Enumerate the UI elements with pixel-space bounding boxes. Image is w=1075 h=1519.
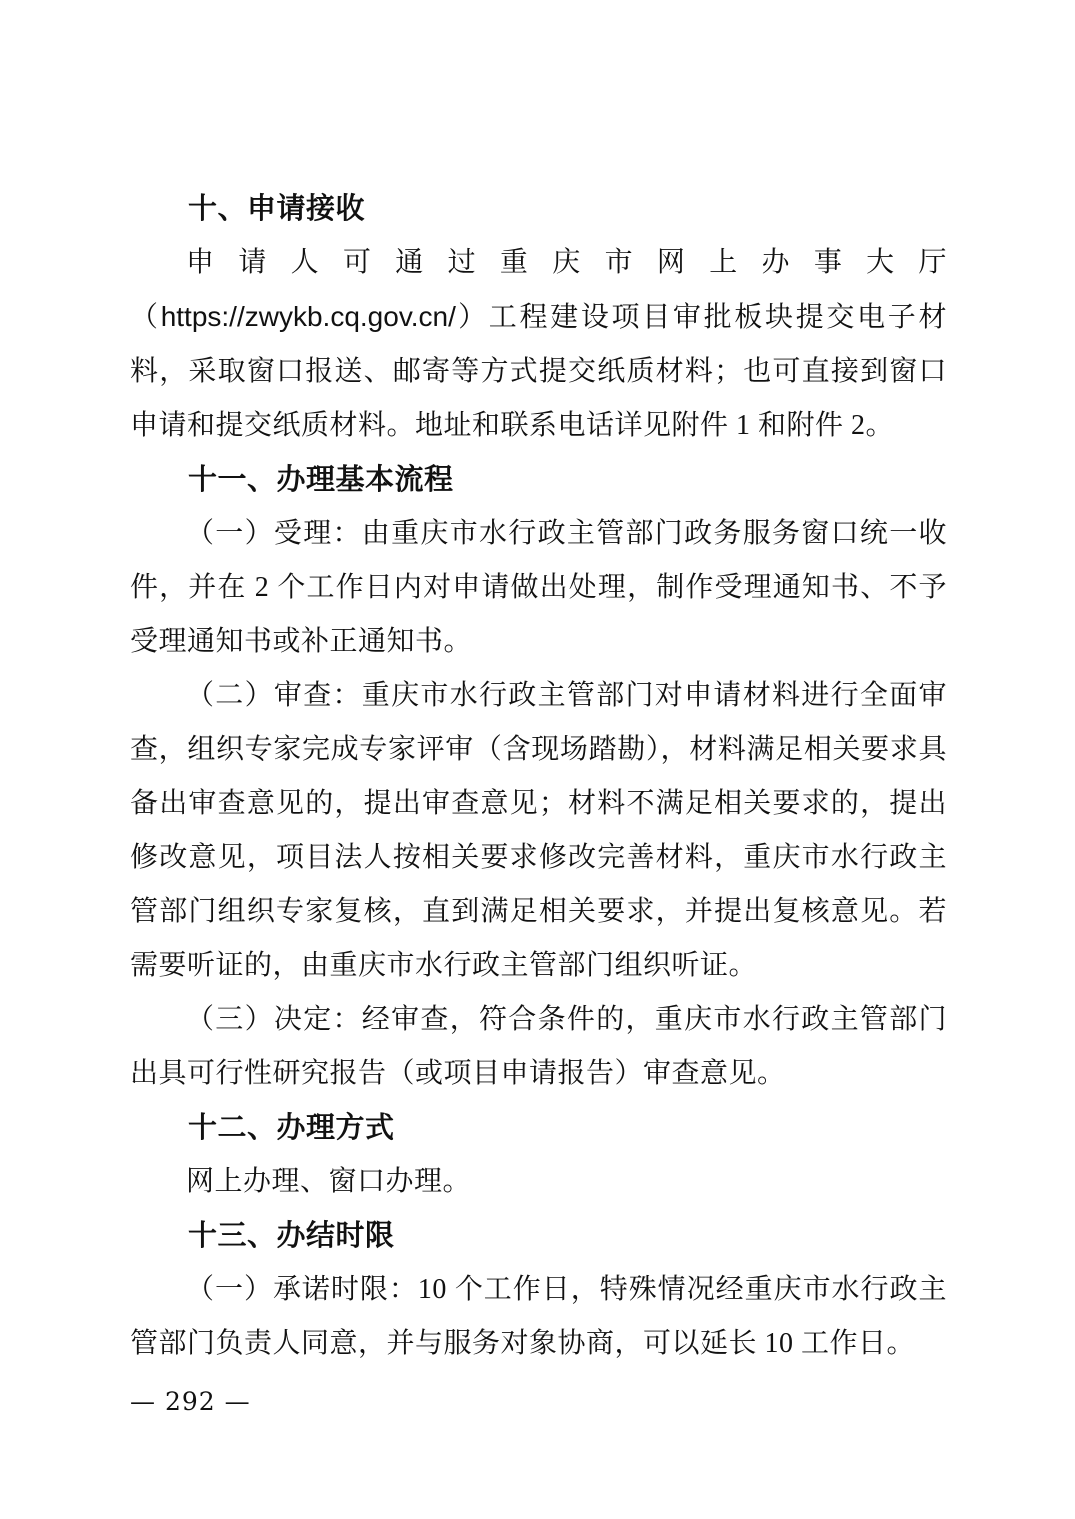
paragraph-text-before-url: 申请人可通过重庆市网上办事大厅（ [130,247,947,333]
section-heading-12-handling-method: 十二、办理方式 [188,1112,395,1144]
section-heading-11-basic-process: 十一、办理基本流程 [188,464,454,496]
paragraph-text-after-url: ）工程建设项目审批板块提交电子材料，采取窗口报送、邮寄等方式提交纸质材料；也可直接到窗口申请和提交纸质材料。地址和联系电话详见附件 1 和附件 2。 [130,302,947,441]
section-heading-13-time-limit: 十三、办结时限 [188,1220,395,1252]
paragraph-acceptance: （一）受理：由重庆市水行政主管部门政务服务窗口统一收件，并在 2 个工作日内对申请做出处理，制作受理通知书、不予受理通知书或补正通知书。 [130,518,947,657]
paragraph-application-receipt [130,236,947,453]
paragraph-handling-method: 网上办理、窗口办理。 [186,1166,472,1197]
paragraph-decision: （三）决定：经审查，符合条件的，重庆市水行政主管部门出具可行性研究报告（或项目申请报告）审查意见。 [130,1004,947,1089]
page-number: — 292 — [130,1387,251,1416]
paragraph-time-limit: （一）承诺时限：10 个工作日，特殊情况经重庆市水行政主管部门负责人同意，并与服务对象协商，可以延长 10 工作日。 [130,1274,947,1359]
paragraph-review: （二）审查：重庆市水行政主管部门对申请材料进行全面审查，组织专家完成专家评审（含现场踏勘），材料满足相关要求具备出审查意见的，提出审查意见；材料不满足相关要求的，提出修改意见，项目法人按相关要求修改完善材料，重庆市水行政主管部门组织专家复核，直到满足相关要求，并提出复核意见。若需要听证的，由重庆市水行政主管部门组织听证。 [130,680,947,981]
portal-url-text: https://zwykb.cq.gov.cn/ [160,301,456,332]
section-heading-10-application-receipt: 十、申请接收 [188,193,366,225]
